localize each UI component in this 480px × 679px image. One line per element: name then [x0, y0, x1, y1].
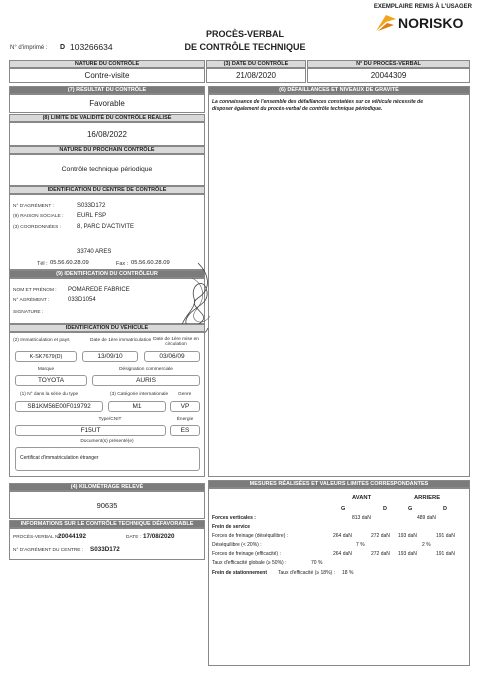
forces-verticales-label: Forces verticales : [212, 515, 256, 521]
limite-validite-value: 16/08/2022 [86, 130, 128, 139]
controleur-agrement-label: N° AGRÉMENT : [13, 298, 50, 303]
controleur-nom-value: POMAREDE FABRICE [68, 287, 130, 293]
centre-raison-label: (9) RAISON SOCIALE : [13, 214, 64, 219]
immat-field: K-SK7679(D) [15, 351, 77, 362]
resultat-value: Favorable [89, 99, 125, 108]
marque-label: Marque [37, 367, 55, 372]
mesures-avant-g: G [341, 506, 346, 512]
centre-tel-label: Tél : [37, 261, 48, 267]
centre-fax-value: 05.56.60.28.09 [131, 260, 170, 266]
controleur-signature-label: SIGNATURE : [13, 310, 44, 315]
infos-pv-label: PROCÈS-VERBAL N° : [13, 535, 63, 540]
resultat-header: (7) RÉSULTAT DU CONTRÔLE [9, 86, 205, 94]
mesures-arriere-d: D [443, 506, 447, 512]
infos-date-value: 17/08/2020 [143, 533, 175, 540]
ffe-arriere-g: 193 daN [398, 551, 417, 557]
infos-agrement-label: N° D'AGRÉMENT DU CENTRE : [13, 548, 84, 553]
mesures-arriere: ARRIERE [414, 495, 441, 501]
num-pv-value: 20044309 [370, 71, 407, 80]
taux-global-label: Taux d'efficacité globale (≥ 50%) : [212, 560, 287, 566]
ffd-arriere-g: 193 daN [398, 533, 417, 539]
prochain-controle-value: Contrôle technique périodique [61, 166, 153, 173]
prochain-controle-header: NATURE DU PROCHAIN CONTRÔLE [9, 146, 205, 154]
kilometrage-value: 90635 [96, 501, 118, 510]
desequilibre-arriere: 2 % [422, 542, 431, 548]
defaillances-box [208, 94, 470, 477]
documents-field [15, 447, 200, 471]
ffd-arriere-d: 191 daN [436, 533, 455, 539]
categorie-field: M1 [108, 401, 166, 412]
defaillances-header: (6) DÉFAILLANCES ET NIVEAUX DE GRAVITÉ [208, 86, 470, 94]
controleur-agrement-value: 033D1054 [68, 297, 96, 303]
controleur-nom-label: NOM ET PRÉNOM : [13, 288, 57, 293]
norisko-logo [374, 13, 398, 33]
forces-freinage-eff-label: Forces de freinage (efficacité) : [212, 551, 281, 557]
imprime-number: 103266634 [70, 42, 113, 52]
limite-validite-header: (8) LIMITE DE VALIDITÉ DU CONTRÔLE RÉALISÉ [9, 114, 205, 122]
mesures-arriere-g: G [408, 506, 413, 512]
nature-controle-value: Contre-visite [84, 71, 130, 80]
brand-name: NORISKO [398, 15, 464, 31]
ffd-avant-g: 264 daN [333, 533, 352, 539]
desequilibre-avant: 7 % [356, 542, 365, 548]
forces-verticales-arriere: 489 daN [417, 515, 436, 521]
mesures-avant-d: D [383, 506, 387, 512]
infos-defavorable-header: INFORMATIONS SUR LE CONTRÔLE TECHNIQUE DÉFAVORABLE [9, 520, 205, 528]
date-controle-value: 21/08/2020 [235, 71, 277, 80]
centre-agrement-value: S033D172 [77, 203, 106, 209]
ffe-arriere-d: 191 daN [436, 551, 455, 557]
ffe-avant-d: 272 daN [371, 551, 390, 557]
date-mise-label: Date de 1ère mise en circulation [153, 337, 199, 347]
centre-header: IDENTIFICATION DU CENTRE DE CONTRÔLE [9, 186, 205, 194]
taux-stat-value: 18 % [342, 570, 354, 576]
genre-field: VP [170, 401, 200, 412]
mesures-header: MESURES RÉALISÉES ET VALEURS LIMITES CORRESPONDANTES [208, 480, 470, 488]
controleur-header: (9) IDENTIFICATION DU CONTRÔLEUR [9, 270, 205, 278]
documents-value: Certificat d'immatriculation étranger [20, 455, 99, 461]
norisko-wing-icon [374, 13, 398, 33]
taux-global-value: 70 % [311, 560, 323, 566]
copy-notice: EXEMPLAIRE REMIS À L'USAGER [373, 4, 472, 10]
frein-service-label: Frein de service [212, 524, 251, 530]
desequilibre-label: Déséquilibre (< 20%) : [212, 542, 262, 548]
energie-field: ES [170, 425, 200, 436]
energie-label: Énergie [176, 417, 194, 422]
infos-defavorable-box [9, 528, 205, 560]
centre-coord-value: 8, PARC D'ACTIVITE [77, 224, 135, 230]
forces-freinage-des-label: Forces de freinage (déséquilibre) : [212, 533, 289, 539]
date-controle-header: (3) DATE DU CONTRÔLE [206, 60, 306, 68]
centre-agrement-label: N° D'AGRÉMENT : [13, 204, 54, 209]
defaillances-text-line2: disposer également du procès-verbal de contrôle technique périodique. [212, 106, 383, 112]
centre-coord-label: (3) COORDONNÉES : [13, 225, 61, 230]
page-title-line2: DE CONTRÔLE TECHNIQUE [184, 42, 306, 52]
type-label: Type/CNIT [98, 417, 122, 422]
taux-stat-label: Taux d'efficacité (≥ 18%) : [278, 570, 335, 576]
kilometrage-header: (4) KILOMÉTRAGE RELEVÉ [9, 483, 205, 491]
categorie-label: (3) Catégorie internationale [110, 392, 169, 397]
vin-field: SB1KM56E00F019792 [15, 401, 103, 412]
ffe-avant-g: 264 daN [333, 551, 352, 557]
immat-label: (2) Immatriculation et pays [13, 338, 70, 343]
vehicule-header: IDENTIFICATION DU VÉHICULE [9, 324, 205, 332]
documents-label: Document(s) présenté(e) [80, 439, 134, 444]
num-pv-header: N° DU PROCÈS-VERBAL [307, 60, 470, 68]
date-immat-label: Date de 1ère immatriculation [90, 338, 152, 343]
vin-label: (1) N° dans la série du type [20, 392, 79, 397]
date-immat-field: 13/09/10 [82, 351, 138, 362]
mesures-avant: AVANT [352, 495, 372, 501]
designation-label: Désignation commerciale [119, 367, 173, 372]
defaillances-text-line1: La connaissance de l'ensemble des défaillances constatées sur ce véhicule nécessite de [212, 99, 424, 105]
nature-controle-header: NATURE DU CONTRÔLE [9, 60, 205, 68]
forces-verticales-avant: 813 daN [352, 515, 371, 521]
designation-field: AURIS [92, 375, 200, 386]
type-field: F15UT [15, 425, 166, 436]
marque-field: TOYOTA [15, 375, 87, 386]
centre-fax-label: Fax : [116, 261, 129, 267]
date-mise-field: 03/06/09 [144, 351, 200, 362]
imprime-label: N° d'imprimé : [10, 45, 48, 51]
centre-tel-value: 05.56.60.28.09 [50, 260, 89, 266]
ffd-avant-d: 272 daN [371, 533, 390, 539]
infos-agrement-value: S033D172 [90, 546, 120, 553]
centre-city: 33740 ARES [77, 249, 112, 255]
genre-label: Genre [178, 392, 192, 397]
imprime-prefix: D [60, 44, 66, 51]
infos-date-label: DATE : [126, 535, 142, 540]
centre-raison-value: EURL FSP [77, 213, 107, 219]
frein-stationnement-label: Frein de stationnement [212, 570, 268, 576]
page-title-line1: PROCÈS-VERBAL [205, 29, 284, 39]
infos-pv-value: 20044192 [58, 533, 87, 540]
